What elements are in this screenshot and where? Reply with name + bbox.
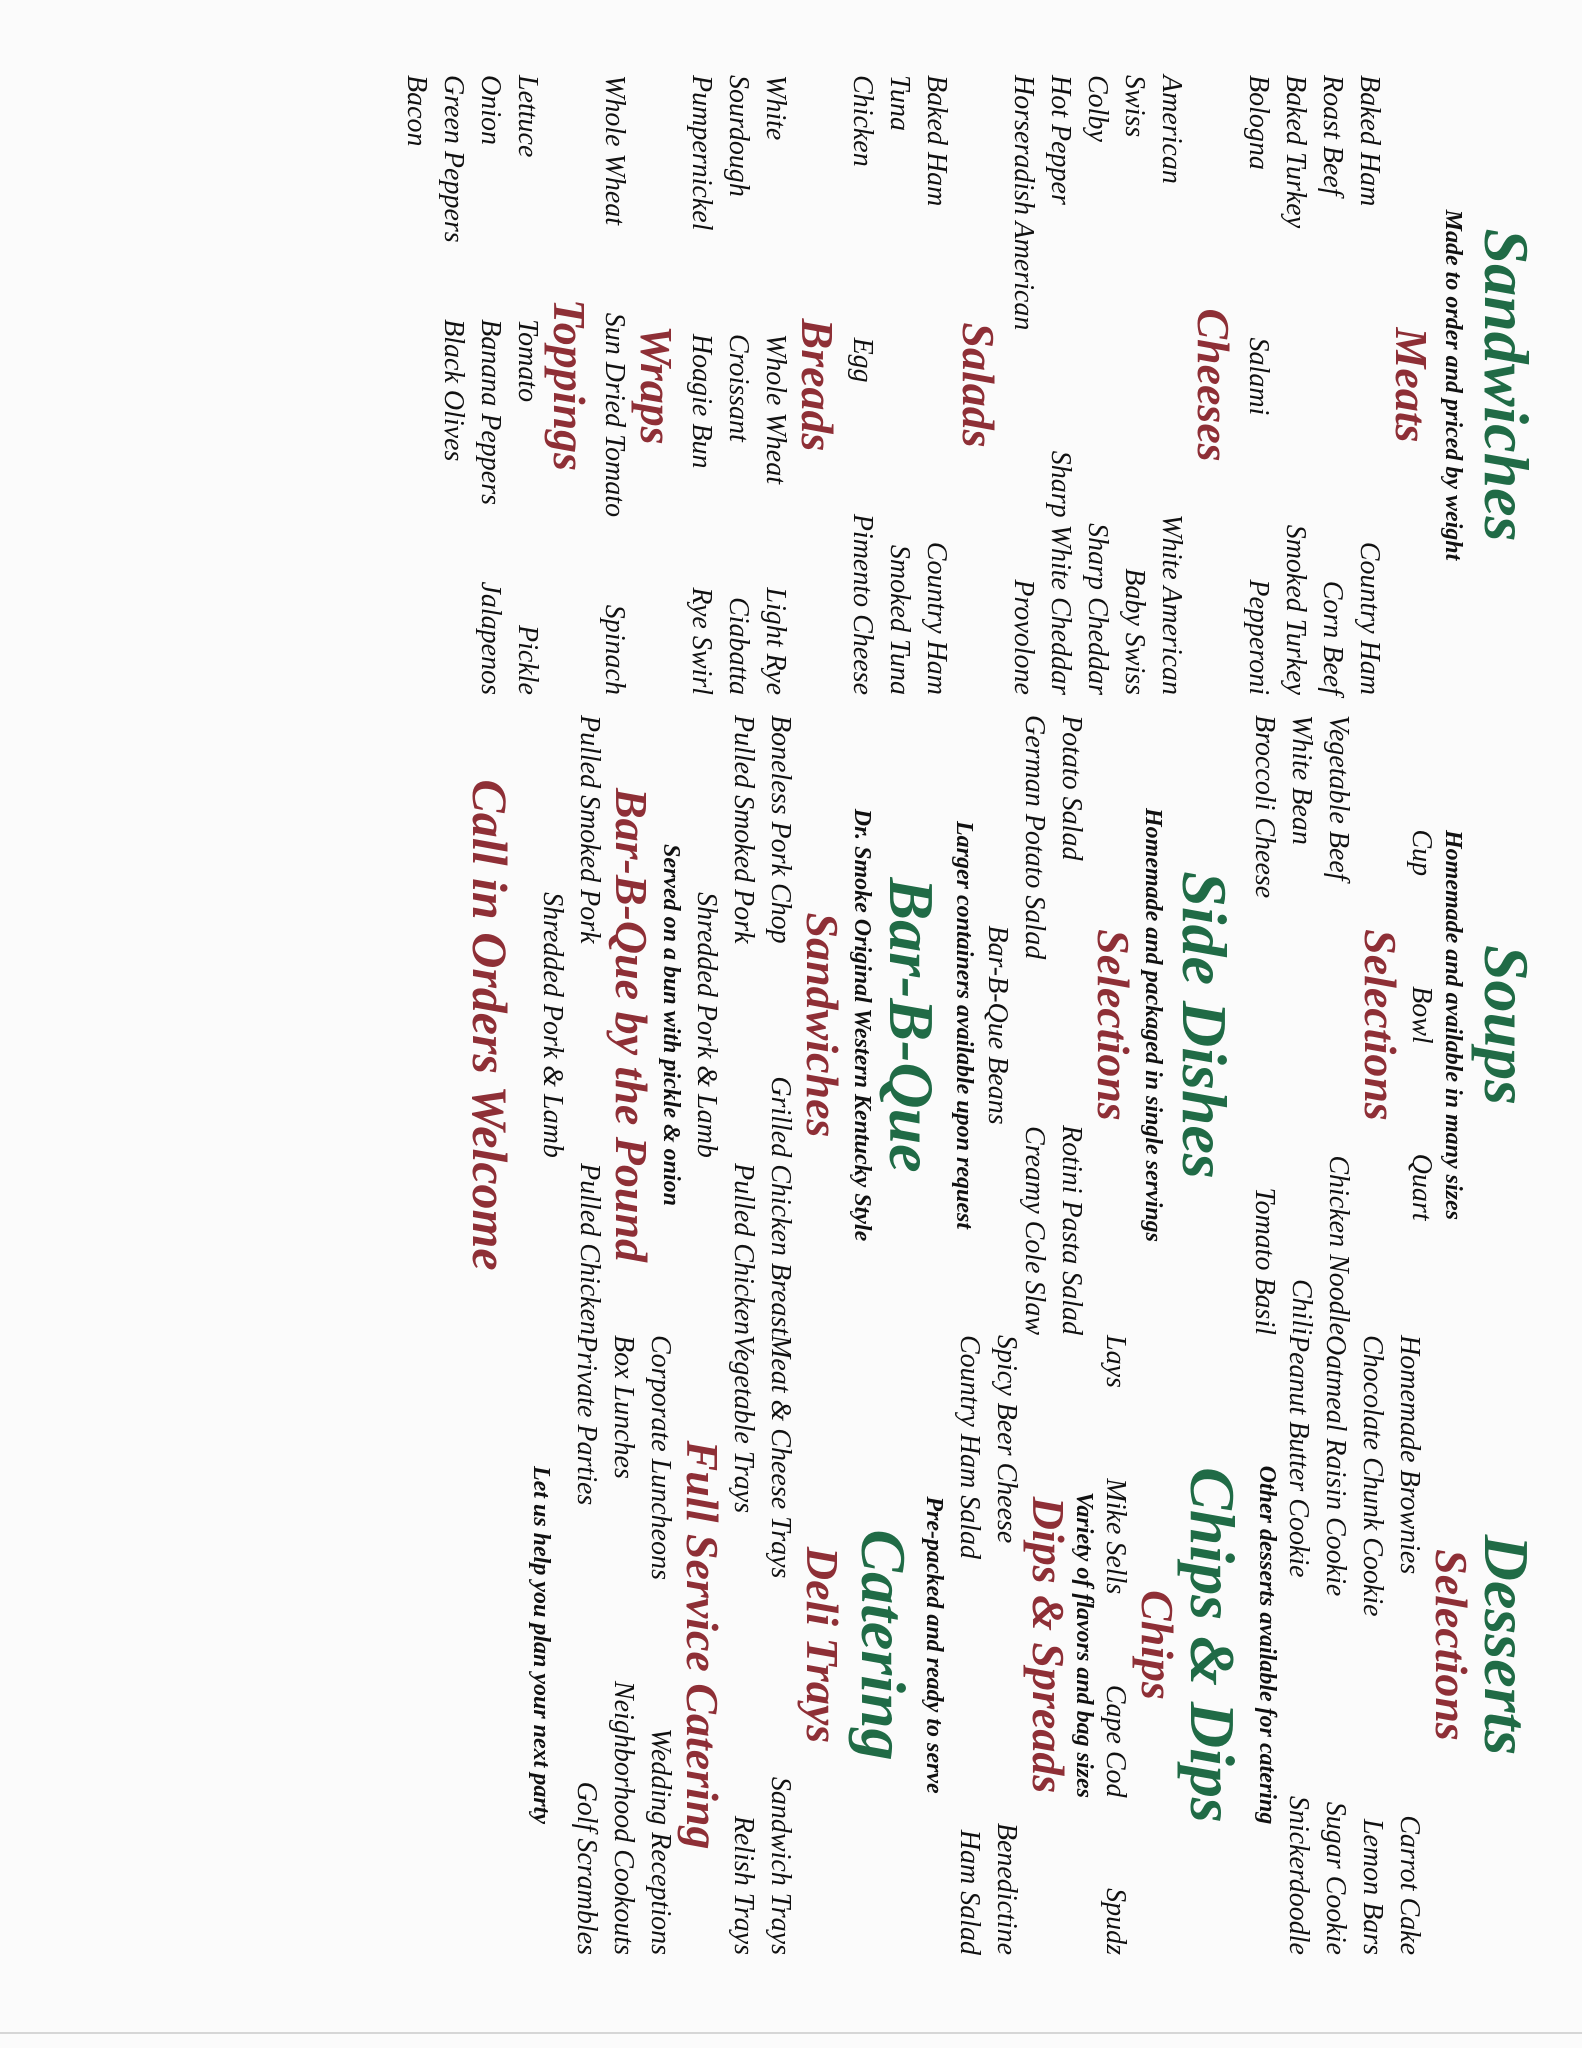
menu-item: Rye Swirl <box>686 587 717 695</box>
menu-item: Wedding Receptions <box>645 1728 676 1955</box>
dips-note: Pre-packed and ready to serve <box>921 1496 947 1794</box>
dips-list <box>951 1335 1025 1955</box>
soup-selections-heading: Selections <box>1355 929 1406 1121</box>
menu-item: Salami <box>1243 337 1274 416</box>
menu-item: American <box>1156 75 1187 184</box>
menu-item <box>918 338 955 383</box>
menu-item: Sharp Cheddar <box>1082 523 1113 695</box>
menu-item: Egg <box>847 337 878 383</box>
meats-heading: Meats <box>1386 327 1437 443</box>
barbque-note: Served on a bun with pickle & onion <box>658 843 684 1207</box>
menu-item: Hot Pepper <box>1045 75 1076 205</box>
desserts-title: Desserts <box>1471 1534 1542 1756</box>
menu-item: Ham Salad <box>954 1829 985 1955</box>
bbq-pound-heading: Bar-B-Que by the Pound <box>606 787 657 1263</box>
meats-list <box>1240 75 1388 695</box>
salads-list <box>844 75 955 695</box>
menu-item: Box Lunches <box>608 1335 639 1479</box>
deli-trays-heading: Deli Trays <box>797 1546 848 1744</box>
bbq-sandwiches-heading: Sandwiches <box>797 912 848 1138</box>
toppings-heading: Toppings <box>544 298 595 472</box>
menu-item: Spudz <box>1100 1888 1131 1955</box>
menu-item <box>1351 338 1388 416</box>
call-in-orders: Call in Orders Welcome <box>462 779 518 1271</box>
menu-item: Pulled Smoked Pork <box>728 715 759 944</box>
menu-item: Smoked Tuna <box>884 544 915 695</box>
pound-shredded-item: Shredded Pork & Lamb <box>537 892 568 1158</box>
bbq-sandwiches-list <box>725 715 799 1335</box>
soup-sizes <box>1403 715 1440 1335</box>
desserts-catering-column <box>0 1335 1582 1955</box>
menu-item <box>1277 338 1314 416</box>
wraps-heading: Wraps <box>631 325 682 445</box>
menu-item: Homemade Brownies <box>1394 1335 1425 1575</box>
menu-item: Chicken <box>847 75 878 167</box>
menu-item: White American <box>1156 514 1187 695</box>
sandwiches-subtitle: Made to order and priced by weight <box>1440 209 1466 561</box>
menu-item: Relish Trays <box>728 1815 759 1955</box>
bbq-beans-item: Bar-B-Que Beans <box>982 925 1013 1125</box>
menu-item: Colby <box>1082 75 1113 142</box>
menu-item: Meat & Cheese Trays <box>765 1335 796 1579</box>
menu-item: Oatmeal Raisin Cookie <box>1320 1335 1351 1597</box>
side-selections-list <box>1016 715 1090 1335</box>
menu-item <box>881 338 918 383</box>
menu-item: Hoagie Bun <box>686 333 717 469</box>
menu-item: Mike Sells <box>1100 1478 1131 1595</box>
menu-item: Sharp White Cheddar <box>1045 450 1076 695</box>
chips-heading: Chips <box>1132 1590 1183 1700</box>
menu-item: White Bean <box>1286 715 1317 845</box>
menu-item: Potato Salad <box>1056 715 1087 861</box>
menu-item: Snickerdoodle <box>1283 1795 1314 1955</box>
dips-heading: Dips & Spreads <box>1023 1496 1074 1794</box>
breads-list <box>683 75 794 695</box>
menu-item: Bowl <box>1406 986 1437 1044</box>
full-service-heading: Full Service Catering <box>677 1440 728 1850</box>
menu-item: Neighborhood Cookouts <box>608 1680 639 1955</box>
menu-item: Cape Cod <box>1100 1684 1131 1798</box>
menu-item: White <box>760 75 791 141</box>
menu-item: Country Ham <box>921 541 952 695</box>
menu-item: Country Ham <box>1354 541 1385 695</box>
menu-item: Provolone <box>1008 579 1039 695</box>
deli-trays-list <box>725 1335 799 1955</box>
menu-item: Sun Dried Tomato <box>599 312 630 518</box>
menu-item: Black Olives <box>438 319 469 462</box>
soups-title: Soups <box>1471 944 1542 1106</box>
menu-item: Green Peppers <box>438 75 469 243</box>
menu-item: Baked Ham <box>1354 75 1385 207</box>
shredded-pork-lamb-item: Shredded Pork & Lamb <box>691 892 722 1158</box>
menu-item: Roast Beef <box>1317 75 1348 196</box>
menu-item: Country Ham Salad <box>954 1335 985 1559</box>
dessert-selections-list <box>1280 1335 1428 1955</box>
menu-item: Rotini Pasta Salad <box>1056 1125 1087 1335</box>
desserts-note: Other desserts available for catering <box>1254 1465 1280 1825</box>
menu-item: Bologna <box>1243 75 1274 170</box>
side-selections-heading: Selections <box>1088 929 1139 1121</box>
chips-note: Variety of flavors and bag sizes <box>1071 1492 1097 1798</box>
menu-item: Vegetable Trays <box>728 1335 759 1514</box>
menu-item: Swiss <box>1119 75 1150 138</box>
menu-item: Quart <box>1406 1153 1437 1221</box>
menu-item: Baked Ham <box>921 75 952 207</box>
menu-item: Sandwich Trays <box>765 1776 796 1955</box>
side-dishes-title: Side Dishes <box>1169 871 1240 1179</box>
soups-subtitle: Homemade and available in many sizes <box>1440 830 1466 1220</box>
cheeses-heading: Cheeses <box>1188 308 1239 462</box>
menu-item: Carrot Cake <box>1394 1815 1425 1955</box>
menu-item: Tomato Basil <box>1249 1187 1280 1335</box>
toppings-list <box>398 75 546 695</box>
menu-item: Peanut Butter Cookie <box>1283 1335 1314 1578</box>
menu-item: Croissant <box>723 333 754 442</box>
side-dishes-note: Larger containers available upon request <box>951 820 977 1229</box>
breads-heading: Breads <box>792 318 843 452</box>
menu-item: Pumpernickel <box>686 75 717 231</box>
menu-item: Tomato <box>512 319 543 403</box>
menu-item: Whole Wheat <box>599 75 630 226</box>
sandwiches-column <box>0 75 1582 695</box>
menu-item: Onion <box>475 75 506 145</box>
bbq-pound-center <box>534 715 571 1335</box>
menu-item: Horseradish American <box>1008 75 1039 331</box>
menu-item: Spinach <box>599 604 630 695</box>
catering-title: Catering <box>848 1529 919 1761</box>
menu-item: Vegetable Beef <box>1323 715 1354 881</box>
menu-item: Corn Beef <box>1317 580 1348 695</box>
menu-item: Pulled Chicken <box>574 1163 605 1335</box>
menu-item: Pulled Chicken <box>728 1163 759 1335</box>
menu-item: Benedictine <box>991 1822 1022 1955</box>
menu-item: Pulled Smoked Pork <box>574 715 605 944</box>
chips-list <box>1097 1335 1134 1955</box>
menu-item: Lays <box>1100 1335 1131 1388</box>
chips-dips-title: Chips & Dips <box>1177 1467 1248 1823</box>
menu-item: Pepperoni <box>1243 579 1274 695</box>
menu-item: Chicken Noodle <box>1323 1155 1354 1335</box>
menu-item: Light Rye <box>760 587 791 695</box>
menu-item: Bacon <box>401 75 432 147</box>
menu-item: Creamy Cole Slaw <box>1019 1126 1050 1335</box>
menu-item: Corporate Luncheons <box>645 1335 676 1580</box>
bbq-sandwiches-center <box>688 715 725 1335</box>
side-dishes-subtitle: Homemade and packaged in single servings <box>1140 808 1166 1242</box>
menu-item: Sugar Cookie <box>1320 1801 1351 1955</box>
menu-item: Broccoli Cheese <box>1249 715 1280 899</box>
soups-bbq-column <box>0 715 1582 1335</box>
menu-item: Grilled Chicken Breast <box>765 1076 796 1335</box>
menu-item: Chocolate Chunk Cookie <box>1357 1335 1388 1617</box>
menu-item: Smoked Turkey <box>1280 524 1311 695</box>
wraps-list <box>596 75 633 695</box>
menu-item: Golf Scrambles <box>571 1781 602 1955</box>
menu-item: Chili <box>1286 1278 1317 1335</box>
dessert-selections-heading: Selections <box>1426 1549 1477 1741</box>
menu-item: Sourdough <box>723 75 754 197</box>
side-center-item <box>979 715 1016 1335</box>
menu-item: Spicy Beer Cheese <box>991 1335 1022 1544</box>
menu-item: Lettuce <box>512 75 543 158</box>
menu-item: Banana Peppers <box>475 319 506 505</box>
menu-item: Pickle <box>512 625 543 695</box>
menu-item: German Potato Salad <box>1019 715 1050 960</box>
menu-item: Jalapenos <box>475 581 506 695</box>
menu-item: Whole Wheat <box>760 333 791 484</box>
menu-item: Tuna <box>884 75 915 132</box>
bbq-pound-list <box>571 715 608 1335</box>
menu-item: Baked Turkey <box>1280 75 1311 229</box>
menu-item: Private Parties <box>571 1335 602 1506</box>
menu-item: Boneless Pork Chop <box>765 715 796 944</box>
catering-note: Let us help you plan your next party <box>528 1465 554 1825</box>
menu-item: Baby Swiss <box>1119 568 1150 695</box>
barbque-subtitle: Dr. Smoke Original Western Kentucky Style <box>849 808 875 1242</box>
salads-heading: Salads <box>953 322 1004 448</box>
menu-item: Ciabatta <box>723 596 754 695</box>
cheeses-list <box>1005 75 1190 695</box>
menu-item: Lemon Bars <box>1357 1818 1388 1955</box>
menu-item <box>435 581 472 695</box>
menu-item: Pimento Cheese <box>847 513 878 695</box>
menu-item: Cup <box>1406 829 1437 877</box>
full-service-list <box>568 1335 679 1955</box>
barbque-title: Bar-B-Que <box>876 877 947 1173</box>
menu-item <box>1314 338 1351 416</box>
sandwiches-title: Sandwiches <box>1471 228 1542 542</box>
soup-selections-list <box>1246 715 1357 1335</box>
